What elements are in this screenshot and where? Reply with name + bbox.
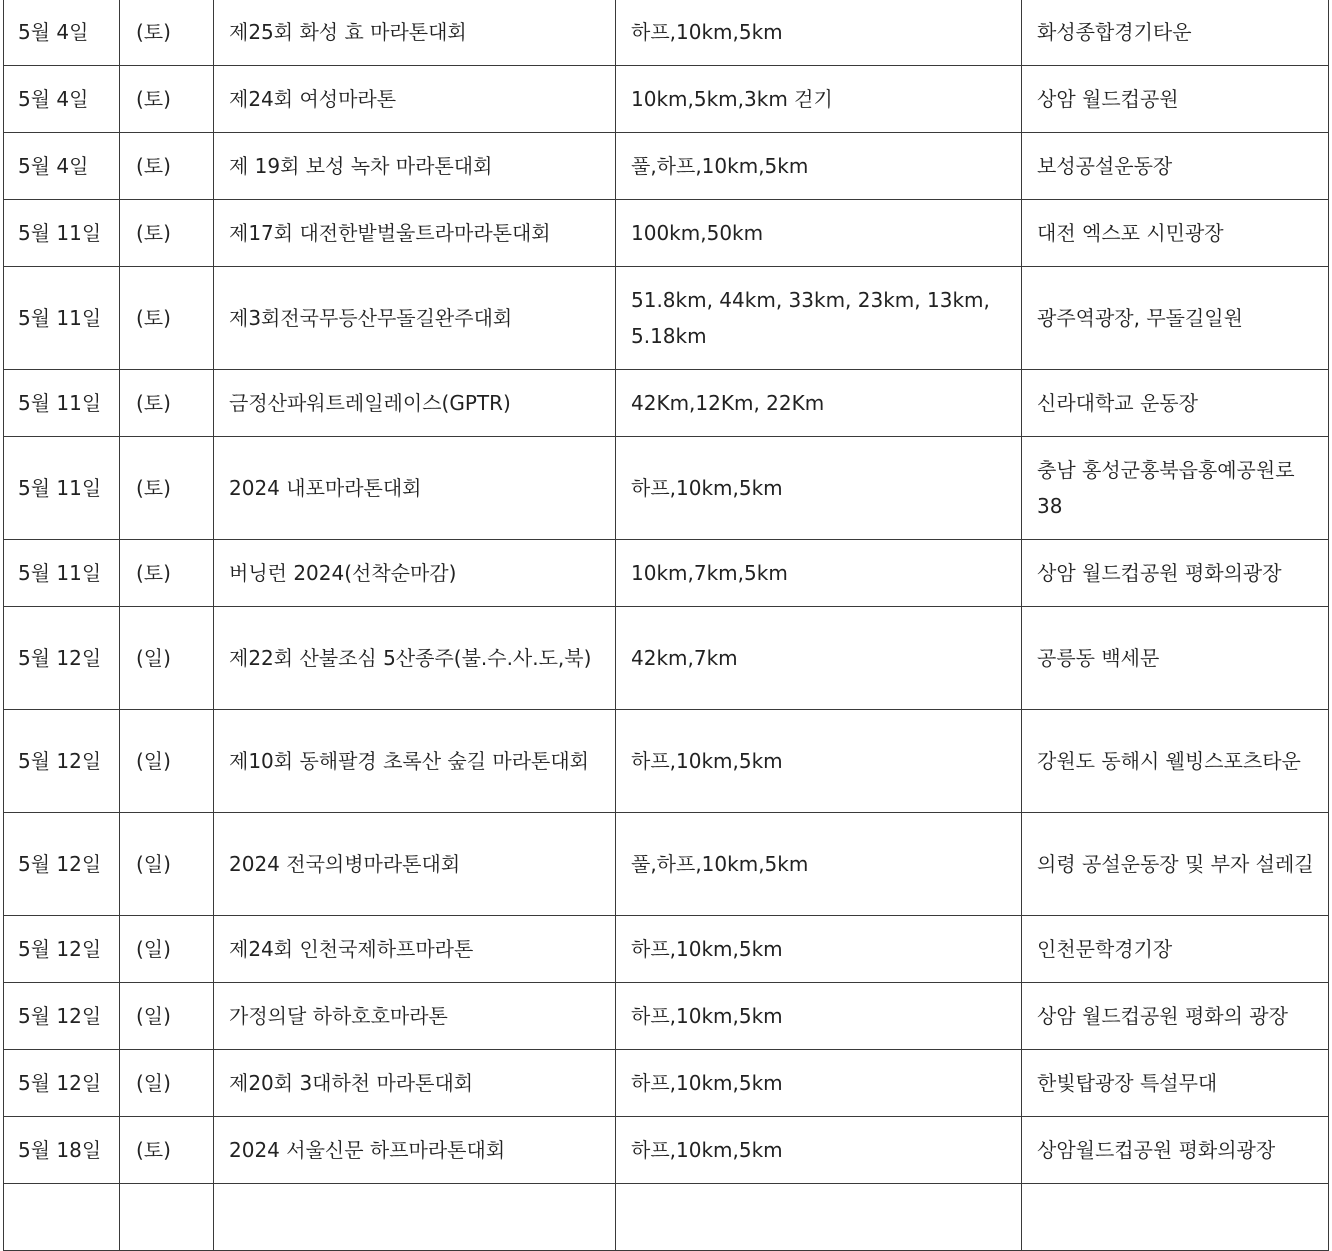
race-date: 5월 4일 [4, 133, 120, 200]
race-venue: 한빛탑광장 특설무대 [1022, 1050, 1329, 1117]
race-name: 제10회 동해팔경 초록산 숲길 마라톤대회 [214, 710, 616, 813]
race-distance: 100km,50km [616, 200, 1022, 267]
table-row [4, 983, 1329, 1050]
race-weekday: (일) [120, 710, 214, 813]
race-venue [1022, 1184, 1329, 1251]
race-weekday: (토) [120, 267, 214, 370]
table-row [4, 133, 1329, 200]
table-row [4, 916, 1329, 983]
race-distance: 풀,하프,10km,5km [616, 813, 1022, 916]
race-venue: 공릉동 백세문 [1022, 607, 1329, 710]
table-row [4, 1050, 1329, 1117]
race-distance: 42Km,12Km, 22Km [616, 370, 1022, 437]
race-venue: 인천문학경기장 [1022, 916, 1329, 983]
table-row [4, 607, 1329, 710]
race-date: 5월 12일 [4, 1050, 120, 1117]
race-name: 2024 전국의병마라톤대회 [214, 813, 616, 916]
race-venue: 보성공설운동장 [1022, 133, 1329, 200]
table-row [4, 437, 1329, 540]
race-distance: 51.8km, 44km, 33km, 23km, 13km, 5.18km [616, 267, 1022, 370]
race-date [4, 1184, 120, 1251]
table-row [4, 200, 1329, 267]
table-row [4, 813, 1329, 916]
race-venue: 상암월드컵공원 평화의광장 [1022, 1117, 1329, 1184]
race-weekday: (일) [120, 916, 214, 983]
race-venue: 충남 홍성군홍북읍홍예공원로 38 [1022, 437, 1329, 540]
race-weekday: (토) [120, 200, 214, 267]
race-venue: 신라대학교 운동장 [1022, 370, 1329, 437]
race-name: 제24회 인천국제하프마라톤 [214, 916, 616, 983]
race-name: 제22회 산불조심 5산종주(불.수.사.도,북) [214, 607, 616, 710]
race-weekday: (토) [120, 540, 214, 607]
race-weekday: (일) [120, 983, 214, 1050]
race-weekday: (토) [120, 1117, 214, 1184]
race-date: 5월 11일 [4, 540, 120, 607]
race-venue: 상암 월드컵공원 [1022, 66, 1329, 133]
race-date: 5월 11일 [4, 370, 120, 437]
table-row [4, 1117, 1329, 1184]
race-name: 제24회 여성마라톤 [214, 66, 616, 133]
race-date: 5월 12일 [4, 710, 120, 813]
race-date: 5월 11일 [4, 437, 120, 540]
race-distance: 하프,10km,5km [616, 983, 1022, 1050]
table-row [4, 66, 1329, 133]
race-venue: 광주역광장, 무돌길일원 [1022, 267, 1329, 370]
race-date: 5월 4일 [4, 66, 120, 133]
race-date: 5월 11일 [4, 267, 120, 370]
race-name: 제20회 3대하천 마라톤대회 [214, 1050, 616, 1117]
race-date: 5월 18일 [4, 1117, 120, 1184]
race-venue: 대전 엑스포 시민광장 [1022, 200, 1329, 267]
race-date: 5월 12일 [4, 983, 120, 1050]
race-date: 5월 11일 [4, 200, 120, 267]
race-name: 가정의달 하하호호마라톤 [214, 983, 616, 1050]
schedule-table-body [4, 0, 1329, 1251]
race-venue: 화성종합경기타운 [1022, 0, 1329, 66]
table-row [4, 0, 1329, 66]
race-distance: 하프,10km,5km [616, 710, 1022, 813]
race-weekday [120, 1184, 214, 1251]
race-weekday: (일) [120, 607, 214, 710]
race-venue: 상암 월드컵공원 평화의 광장 [1022, 983, 1329, 1050]
race-distance: 하프,10km,5km [616, 1050, 1022, 1117]
table-row [4, 710, 1329, 813]
race-name [214, 1184, 616, 1251]
race-name: 제17회 대전한밭벌울트라마라톤대회 [214, 200, 616, 267]
race-distance [616, 1184, 1022, 1251]
race-weekday: (일) [120, 1050, 214, 1117]
race-name: 2024 내포마라톤대회 [214, 437, 616, 540]
race-name: 제25회 화성 효 마라톤대회 [214, 0, 616, 66]
marathon-schedule-table [3, 0, 1329, 1251]
race-weekday: (일) [120, 813, 214, 916]
race-date: 5월 4일 [4, 0, 120, 66]
race-distance: 42km,7km [616, 607, 1022, 710]
table-row [4, 540, 1329, 607]
table-row [4, 370, 1329, 437]
table-row [4, 1184, 1329, 1251]
race-venue: 상암 월드컵공원 평화의광장 [1022, 540, 1329, 607]
race-name: 제3회전국무등산무돌길완주대회 [214, 267, 616, 370]
race-name: 제 19회 보성 녹차 마라톤대회 [214, 133, 616, 200]
race-distance: 하프,10km,5km [616, 0, 1022, 66]
race-date: 5월 12일 [4, 607, 120, 710]
race-weekday: (토) [120, 437, 214, 540]
race-date: 5월 12일 [4, 813, 120, 916]
race-weekday: (토) [120, 0, 214, 66]
race-date: 5월 12일 [4, 916, 120, 983]
table-row [4, 267, 1329, 370]
race-distance: 10km,7km,5km [616, 540, 1022, 607]
race-weekday: (토) [120, 133, 214, 200]
race-name: 금정산파워트레일레이스(GPTR) [214, 370, 616, 437]
race-name: 2024 서울신문 하프마라톤대회 [214, 1117, 616, 1184]
race-distance: 10km,5km,3km 걷기 [616, 66, 1022, 133]
race-weekday: (토) [120, 370, 214, 437]
race-weekday: (토) [120, 66, 214, 133]
race-distance: 하프,10km,5km [616, 916, 1022, 983]
race-venue: 의령 공설운동장 및 부자 설레길 [1022, 813, 1329, 916]
race-distance: 하프,10km,5km [616, 1117, 1022, 1184]
race-distance: 풀,하프,10km,5km [616, 133, 1022, 200]
race-distance: 하프,10km,5km [616, 437, 1022, 540]
race-name: 버닝런 2024(선착순마감) [214, 540, 616, 607]
race-venue: 강원도 동해시 웰빙스포츠타운 [1022, 710, 1329, 813]
